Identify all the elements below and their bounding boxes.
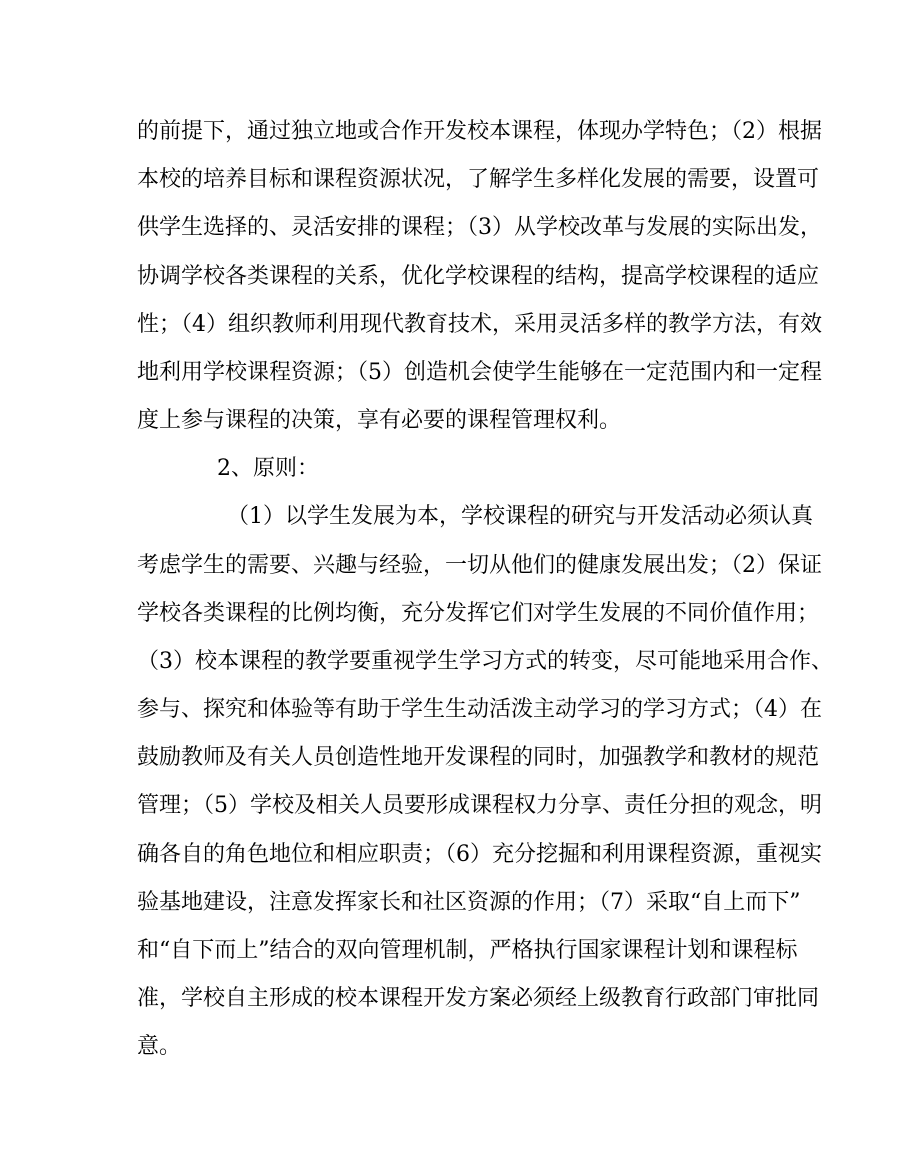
paragraph-2-line: 意。: [137, 1034, 182, 1059]
paragraph-2-line: 验基地建设，注意发挥家长和社区资源的作用；（7）采取“自上而下”: [137, 890, 801, 915]
paragraph-1-line: 供学生选择的、灵活安排的课程；（3）从学校改革与发展的实际出发，: [137, 215, 822, 240]
paragraph-1-line: 度上参与课程的决策，享有必要的课程管理权利。: [137, 408, 622, 433]
paragraph-2-line: 考虑学生的需要、兴趣与经验，一切从他们的健康发展出发；（2）保证: [137, 553, 822, 578]
paragraph-2-line: （3）校本课程的教学要重视学生学习方式的转变，尽可能地采用合作、: [137, 649, 833, 674]
paragraph-1-line: 本校的培养目标和课程资源状况，了解学生多样化发展的需要，设置可: [137, 167, 820, 192]
section-heading: 2、原则：: [217, 456, 319, 481]
paragraph-1-line: 的前提下，通过独立地或合作开发校本课程，体现办学特色；（2）根据: [137, 119, 822, 144]
paragraph-2-line: 准，学校自主形成的校本课程开发方案必须经上级教育行政部门审批同: [137, 986, 820, 1011]
paragraph-2-line: 鼓励教师及有关人员创造性地开发课程的同时，加强教学和教材的规范: [137, 745, 820, 770]
paragraph-2-line: （1）以学生发展为本，学校课程的研究与开发活动必须认真: [227, 504, 813, 529]
paragraph-2-line: 学校各类课程的比例均衡，充分发挥它们对学生发展的不同价值作用；: [137, 601, 820, 626]
paragraph-2-line: 管理；（5）学校及相关人员要形成课程权力分享、责任分担的观念，明: [137, 793, 822, 818]
paragraph-1-line: 协调学校各类课程的关系，优化学校课程的结构，提高学校课程的适应: [137, 264, 820, 289]
paragraph-1-line: 性；（4）组织教师利用现代教育技术，采用灵活多样的教学方法，有效: [137, 312, 822, 337]
paragraph-1-line: 地利用学校课程资源；（5）创造机会使学生能够在一定范围内和一定程: [137, 360, 822, 385]
paragraph-2-line: 参与、探究和体验等有助于学生生动活泼主动学习的学习方式；（4）在: [137, 697, 822, 722]
paragraph-2-line: 和“自下而上”结合的双向管理机制，严格执行国家课程计划和课程标: [137, 938, 798, 963]
paragraph-2-line: 确各自的角色地位和相应职责；（6）充分挖掘和利用课程资源，重视实: [137, 842, 822, 867]
